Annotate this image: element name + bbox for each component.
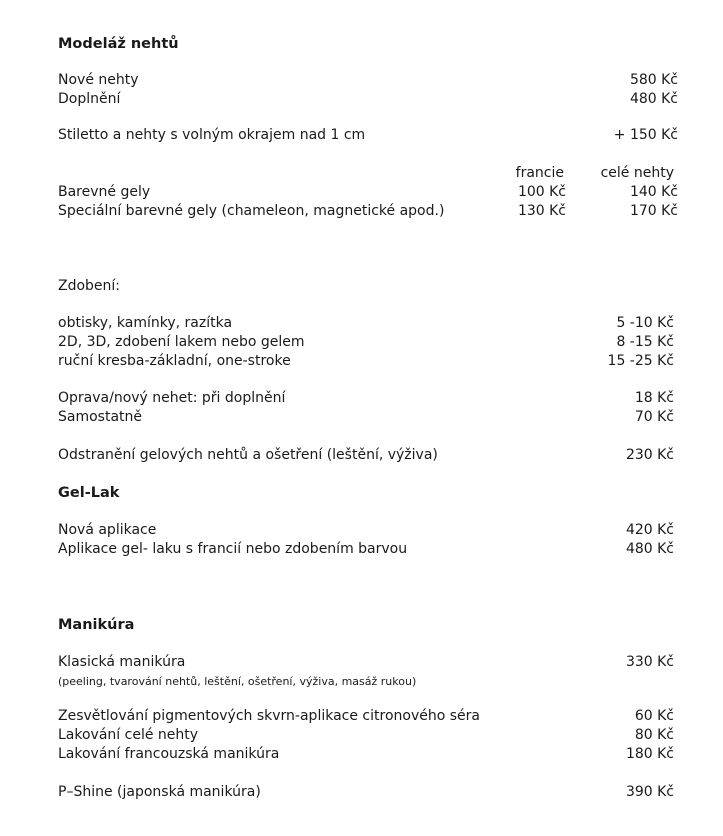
item-price: 420 Kč xyxy=(625,522,674,538)
item-price-cele: 140 Kč xyxy=(629,184,678,200)
item-price: 80 Kč xyxy=(634,727,674,743)
item-price: 330 Kč xyxy=(625,654,674,670)
item-price: 70 Kč xyxy=(634,409,674,425)
item-label: Nová aplikace xyxy=(58,522,157,538)
item-label: Samostatně xyxy=(58,409,143,425)
item-label: Zesvětlování pigmentových skvrn-aplikace citronového séra xyxy=(58,708,480,724)
item-price-francie: 100 Kč xyxy=(517,184,566,200)
item-price: 5 -10 Kč xyxy=(616,315,674,331)
item-note: (peeling, tvarování nehtů, leštění, ošetření, výživa, masáž rukou) xyxy=(58,675,417,688)
item-label: Aplikace gel- laku s francií nebo zdobením barvou xyxy=(58,541,408,557)
item-label: Doplnění xyxy=(58,91,121,107)
item-label: Klasická manikúra xyxy=(58,654,186,670)
item-label: Lakování celé nehty xyxy=(58,727,199,743)
section-title-modelaz: Modeláž nehtů xyxy=(58,36,179,52)
item-price-francie: 130 Kč xyxy=(517,203,566,219)
item-label: 2D, 3D, zdobení lakem nebo gelem xyxy=(58,334,305,350)
item-price: 580 Kč xyxy=(629,72,678,88)
item-label: Speciální barevné gely (chameleon, magnetické apod.) xyxy=(58,203,445,219)
item-label: obtisky, kamínky, razítka xyxy=(58,315,233,331)
section-title-zdobeni: Zdobení: xyxy=(58,278,121,294)
item-price: 18 Kč xyxy=(634,390,674,406)
item-price-cele: 170 Kč xyxy=(629,203,678,219)
item-label: Nové nehty xyxy=(58,72,139,88)
item-label: ruční kresba-základní, one-stroke xyxy=(58,353,291,369)
item-price: 8 -15 Kč xyxy=(616,334,674,350)
column-header-francie: francie xyxy=(515,165,564,181)
item-label: Odstranění gelových nehtů a ošetření (leštění, výživa) xyxy=(58,447,438,463)
item-label: Oprava/nový nehet: při doplnění xyxy=(58,390,286,406)
section-title-gel-lak: Gel-Lak xyxy=(58,485,120,501)
item-price: 180 Kč xyxy=(625,746,674,762)
item-price: 15 -25 Kč xyxy=(607,353,674,369)
item-label: P–Shine (japonská manikúra) xyxy=(58,784,261,800)
item-label: Lakování francouzská manikúra xyxy=(58,746,280,762)
item-label: Stiletto a nehty s volným okrajem nad 1 cm xyxy=(58,127,366,143)
column-header-cele-nehty: celé nehty xyxy=(600,165,674,181)
item-label: Barevné gely xyxy=(58,184,151,200)
item-price: 480 Kč xyxy=(625,541,674,557)
item-price: 60 Kč xyxy=(634,708,674,724)
item-price: + 150 Kč xyxy=(613,127,678,143)
item-price: 230 Kč xyxy=(625,447,674,463)
section-title-manikura: Manikúra xyxy=(58,617,135,633)
item-price: 480 Kč xyxy=(629,91,678,107)
item-price: 390 Kč xyxy=(625,784,674,800)
